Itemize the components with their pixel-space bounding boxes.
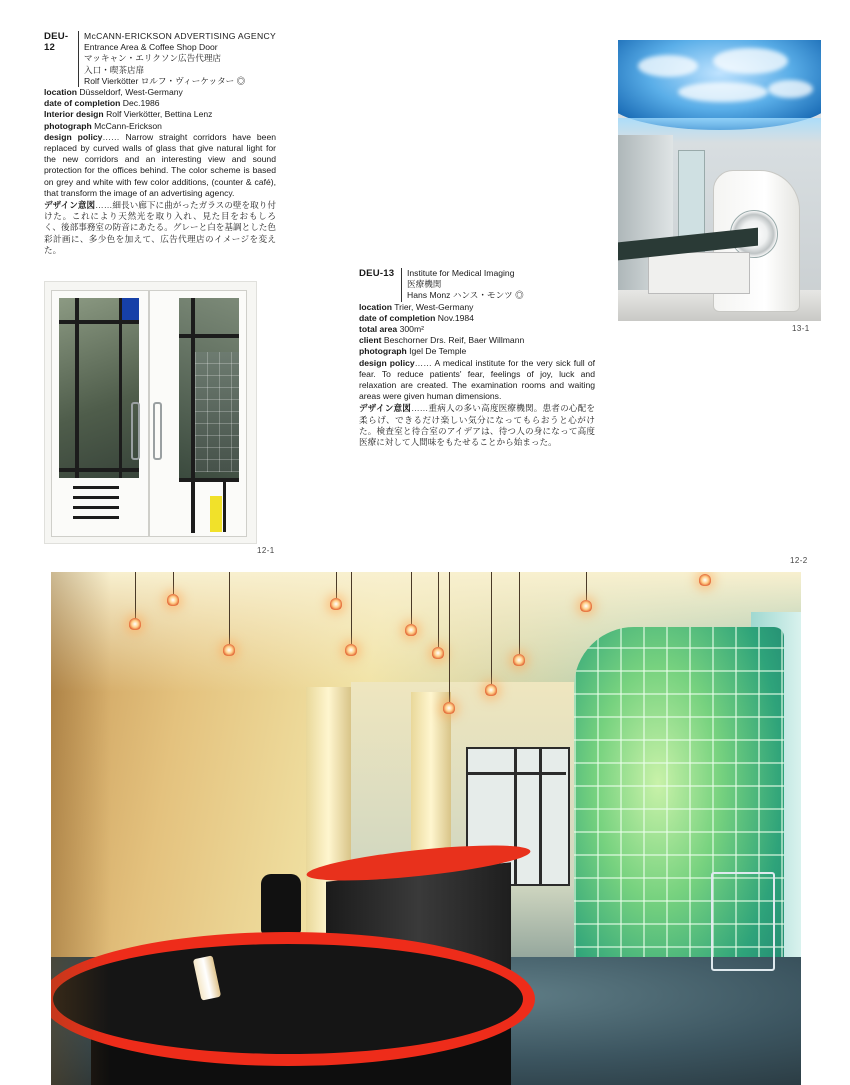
door-bar [59,468,139,472]
deu12-title-line-2: Entrance Area & Coffee Shop Door [84,42,218,53]
lamp-wire [586,572,587,600]
door-vent-line [73,496,119,499]
lamp-wire [438,572,439,647]
deu13-header [359,268,595,302]
deu13-photograph-label: photograph [359,346,407,357]
pendant-lamp [485,684,497,696]
mri-cloud [678,82,768,102]
door-bar [179,478,239,482]
deu12-location-label: location [44,87,77,98]
deu12-completion-row [44,98,276,109]
deu13-policy-jp-text: 重病人の多い高度医療機関。患者の心配を柔らげ、できるだけ楽しい気分になってもらおうと心がけた。検査室と待合室のアイデアは、待つ人の身になって高度医療に対して人間味をもたせることから始まった。 [359,403,595,448]
deu13-policy-text: A medical institute for the very sick full of fear. To reduce patients' fear, feelings of joy, luck and relaxation are created. The examination rooms and waiting areas were given human dimensions. [359,357,595,402]
pendant-lamp [699,574,711,586]
pendant-lamp [443,702,455,714]
lamp-wire [351,572,352,644]
reception-visitor-chair [711,872,775,971]
deu12-location-row [44,87,276,98]
deu12-entry [44,31,276,256]
pendant-lamp [223,644,235,656]
deu13-area-label: total area [359,324,398,335]
photo-coffee-shop-door [44,281,257,544]
door-glass-blocks [195,352,239,472]
door-vent-line [73,486,119,489]
door-bar [223,482,226,532]
reception-desk-lower-counter [51,932,535,1066]
deu13-policy-dots: …… [414,357,432,368]
deu13-code: DEU-13 [359,268,395,279]
deu12-policy-jp-dots: …… [95,200,113,211]
mri-cloud [768,80,813,98]
deu12-policy-jp-text: 細長い廊下に曲がったガラスの壁を取り付けた。これにより天然光を取り入れ、見た目をおもしろく、後部事務室の防音にあたる。グレーと白を基調とした色彩計画に、多少色を加えて、広告代理店のイメージを変えた。 [44,200,276,255]
deu12-completion: Dec.1986 [122,98,160,109]
lamp-wire [135,572,136,620]
deu13-policy-jp-label: デザイン意図 [359,403,412,414]
deu12-policy-label: design policy [44,131,103,142]
caption-12-2: 12-2 [790,556,808,565]
reception-left-shade [51,572,111,1085]
pendant-lamp [345,644,357,656]
lamp-wire [336,572,337,598]
deu13-client-row [359,335,595,346]
deu12-title-line-1: McCANN-ERICKSON ADVERTISING AGENCY [84,31,276,41]
deu13-photograph-row [359,346,595,357]
deu12-title-block [78,31,276,87]
deu13-client-label: client [359,335,382,346]
pendant-lamp [405,624,417,636]
deu13-location-label: location [359,301,392,312]
deu12-title-line-5: Rolf Vierkötter ロルフ・ヴィーケッター ◎ [84,75,246,86]
deu12-interior-label: Interior design [44,109,104,120]
reception-back-door-bar [539,747,542,884]
pendant-lamp [580,600,592,612]
deu12-photograph: McCann-Erickson [94,120,162,131]
caption-13-1: 13-1 [792,324,810,333]
deu13-client: Beschorner Drs. Reif, Baer Willmann [383,335,525,346]
deu13-completion-label: date of completion [359,312,436,323]
door-bar [191,298,195,533]
pendant-lamp [129,618,141,630]
lamp-wire [519,572,520,654]
deu12-policy-jp-label: デザイン意図 [44,200,96,211]
deu13-title-block [401,268,524,302]
deu13-entry [359,268,595,448]
pendant-lamp [513,654,525,666]
door-bar [119,298,122,478]
deu12-interior-row [44,109,276,120]
door-right-handle [153,402,162,460]
lamp-wire [491,572,492,684]
deu12-title-line-4: 入口・喫茶店扉 [84,64,145,75]
door-left-handle [131,402,140,460]
deu12-location: Düsseldorf, West-Germany [79,87,183,98]
deu12-policy-jp-paragraph [44,200,276,256]
deu13-photograph: Igel De Temple [409,346,467,357]
pendant-lamp [167,594,179,606]
deu13-policy-jp-dots: …… [411,403,429,414]
mri-cloud [638,55,698,77]
deu12-title-line-3: マッキャン・エリクソン広告代理店 [84,53,222,64]
deu13-completion: Nov.1984 [437,312,474,323]
mri-table-base [648,252,750,294]
deu12-code: DEU-12 [44,31,69,54]
deu13-area: 300m² [399,324,424,335]
deu13-policy-paragraph [359,358,595,403]
deu13-title-line-2: 医療機関 [407,279,442,290]
lamp-wire [449,572,450,702]
deu12-header [44,31,276,87]
deu13-policy-label: design policy [359,357,415,368]
deu13-policy-jp-paragraph [359,403,595,448]
door-bar [59,320,139,324]
deu12-policy-paragraph [44,132,276,199]
deu13-location: Trier, West-Germany [394,301,474,312]
lamp-wire [229,572,230,644]
photo-reception-area [51,572,801,1085]
door-blue-panel [121,298,139,320]
deu13-completion-row [359,313,595,324]
reception-back-door-bar [514,747,517,884]
door-vent-line [73,516,119,519]
deu13-area-row [359,324,595,335]
mri-cloud [713,48,788,74]
pendant-lamp [330,598,342,610]
deu12-photograph-label: photograph [44,120,92,131]
door-yellow-panel [210,496,222,532]
lamp-wire [173,572,174,594]
deu12-interior: Rolf Vierkötter, Bettina Lenz [106,109,213,120]
lamp-wire [411,572,412,624]
deu12-policy-dots: …… [102,131,120,142]
deu12-policy-text: Narrow straight corridors have been replaced by curved walls of glass that give natural light for the new corridors and an interesting view and sound protection for the offices behind. The color scheme is based on grey and white with few color additions, (counter & café), that transform the image of an advertising agency. [44,131,277,198]
door-bar [75,298,79,478]
door-bar [179,334,239,338]
photo-mri-room [618,40,821,321]
door-left-glass [59,298,139,478]
reception-back-door-bar [466,772,566,775]
deu12-photograph-row [44,121,276,132]
door-vent-line [73,506,119,509]
pendant-lamp [432,647,444,659]
deu13-location-row [359,302,595,313]
deu13-title-line-3: Hans Monz ハンス・モンツ ◎ [407,290,524,301]
reception-office-chair [261,874,301,934]
deu13-title-line-1: Institute for Medical Imaging [407,268,515,278]
deu12-completion-label: date of completion [44,98,121,109]
caption-12-1: 12-1 [257,546,275,555]
